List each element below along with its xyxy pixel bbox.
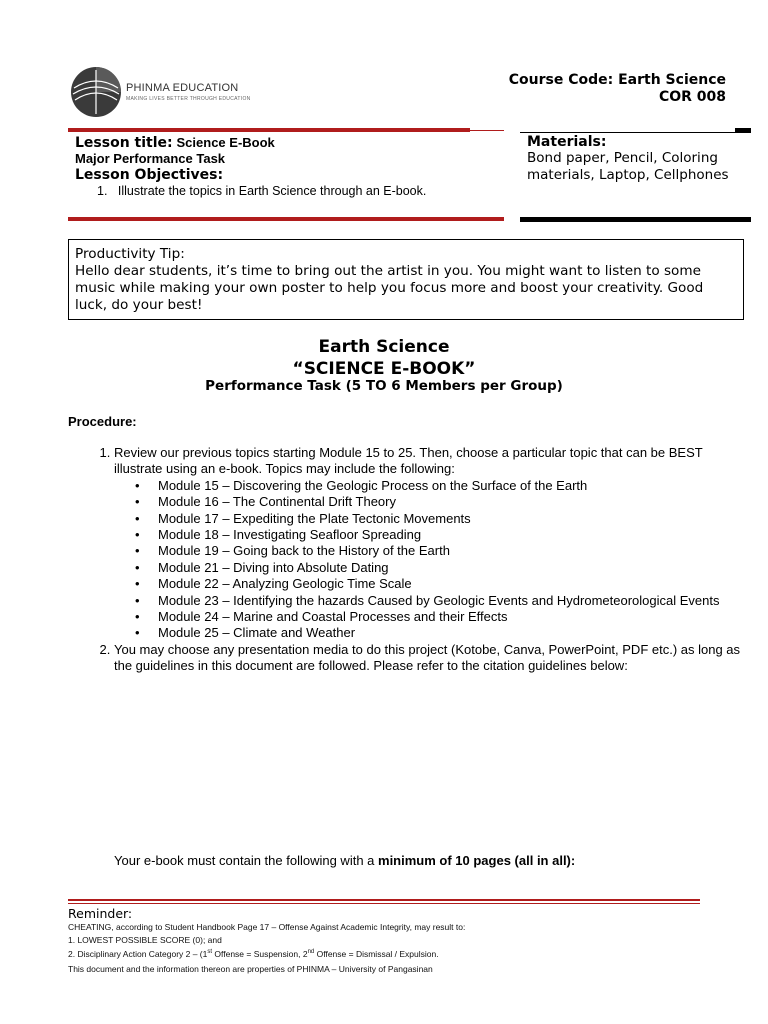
brand-name: PHINMA EDUCATION (126, 82, 239, 94)
course-code-number: COR 008 (658, 89, 726, 105)
procedure-step-1-text: Review our previous topics starting Module 15 to 25. Then, choose a particular topic that can be BEST illustrate using an e-book. Topics may include the following: (114, 445, 703, 477)
list-item: • Module 22 – Analyzing Geologic Time Scale (158, 576, 754, 592)
footer-rule-thin (68, 903, 700, 904)
footer (68, 906, 708, 976)
materials-label: Materials: (527, 134, 607, 150)
lesson-title-value: Science E-Book (176, 135, 275, 150)
list-item: • Module 21 – Diving into Absolute Dating (158, 560, 754, 576)
mid-rule-red (68, 217, 504, 221)
brand-tagline: MAKING LIVES BETTER THROUGH EDUCATION (126, 96, 251, 102)
materials-text: Bond paper, Pencil, Coloring materials, Laptop, Cellphones (527, 150, 729, 183)
footer-reminder: Reminder: (68, 906, 133, 921)
doc-task-line: Performance Task (5 TO 6 Members per Group) (205, 378, 563, 394)
module-list (114, 478, 754, 642)
footer-rule-red (68, 899, 700, 901)
lesson-objective-text: Illustrate the topics in Earth Science through an E-book. (117, 184, 427, 198)
list-item: • Module 24 – Marine and Coastal Processes and their Effects (158, 609, 754, 625)
list-item: • Module 16 – The Continental Drift Theory (158, 494, 754, 510)
footer-line-3: 2. Disciplinary Action Category 2 – (1st Offense = Suspension, 2nd Offense = Dismissal / Expulsion. (68, 948, 439, 959)
footer-line-4: This document and the information thereon are properties of PHINMA – University of Pangasinan (68, 964, 433, 975)
list-item: • Module 17 – Expediting the Plate Tectonic Movements (158, 511, 754, 527)
ebook-note-prefix: Your e-book must contain the following with a (114, 853, 379, 868)
footer-line-1: CHEATING, according to Student Handbook Page 17 – Offense Against Academic Integrity, may result to: (68, 922, 466, 932)
footer-line-2: 1. LOWEST POSSIBLE SCORE (0); and (68, 934, 222, 945)
mid-rule-black (520, 217, 751, 222)
lesson-title-label: Lesson title: (75, 135, 173, 151)
procedure-list (70, 445, 754, 675)
lesson-objectives-label: Lesson Objectives: (75, 167, 224, 183)
top-rule-red-thin (470, 130, 504, 131)
productivity-tip-box (68, 239, 744, 320)
course-code-line: Course Code: Earth Science (508, 72, 726, 88)
lesson-objective-item: 1. Illustrate the topics in Earth Science through an E-book. (97, 184, 427, 198)
doc-subtitle: “SCIENCE E-BOOK” (292, 359, 476, 379)
list-item: • Module 25 – Climate and Weather (158, 625, 754, 641)
doc-title: Earth Science (318, 337, 450, 357)
course-code (509, 72, 726, 106)
phinma-logo-icon (70, 66, 122, 118)
list-item: • Module 15 – Discovering the Geologic Process on the Surface of the Earth (158, 478, 754, 494)
ebook-note-bold: minimum of 10 pages (all in all): (378, 853, 576, 868)
list-item: • Module 18 – Investigating Seafloor Spreading (158, 527, 754, 543)
lesson-info (75, 134, 505, 200)
list-item: • Module 19 – Going back to the History of the Earth (158, 543, 754, 559)
tip-body: Hello dear students, it’s time to bring out the artist in you. You might want to listen to some music while making your own poster to help you focus more and boost your creativity. Good luck, do your best! (75, 263, 704, 313)
top-rule-red (68, 128, 470, 132)
list-item: • Module 23 – Identifying the hazards Caused by Geologic Events and Hydrometeorological Events (158, 593, 754, 609)
top-rule-black-thin (520, 132, 751, 133)
tip-title: Productivity Tip: (75, 246, 185, 262)
lesson-task: Major Performance Task (75, 151, 226, 166)
procedure-heading: Procedure: (68, 414, 137, 429)
procedure-step-1 (114, 445, 754, 642)
procedure-step-2-text: You may choose any presentation media to do this project (Kotobe, Canva, PowerPoint, PDF etc.) as long as the guidelines in this document are followed. Please refer to the citation guidelines below: (114, 641, 741, 674)
procedure-step-2 (114, 642, 754, 675)
ebook-note (114, 853, 575, 868)
materials (527, 134, 747, 184)
